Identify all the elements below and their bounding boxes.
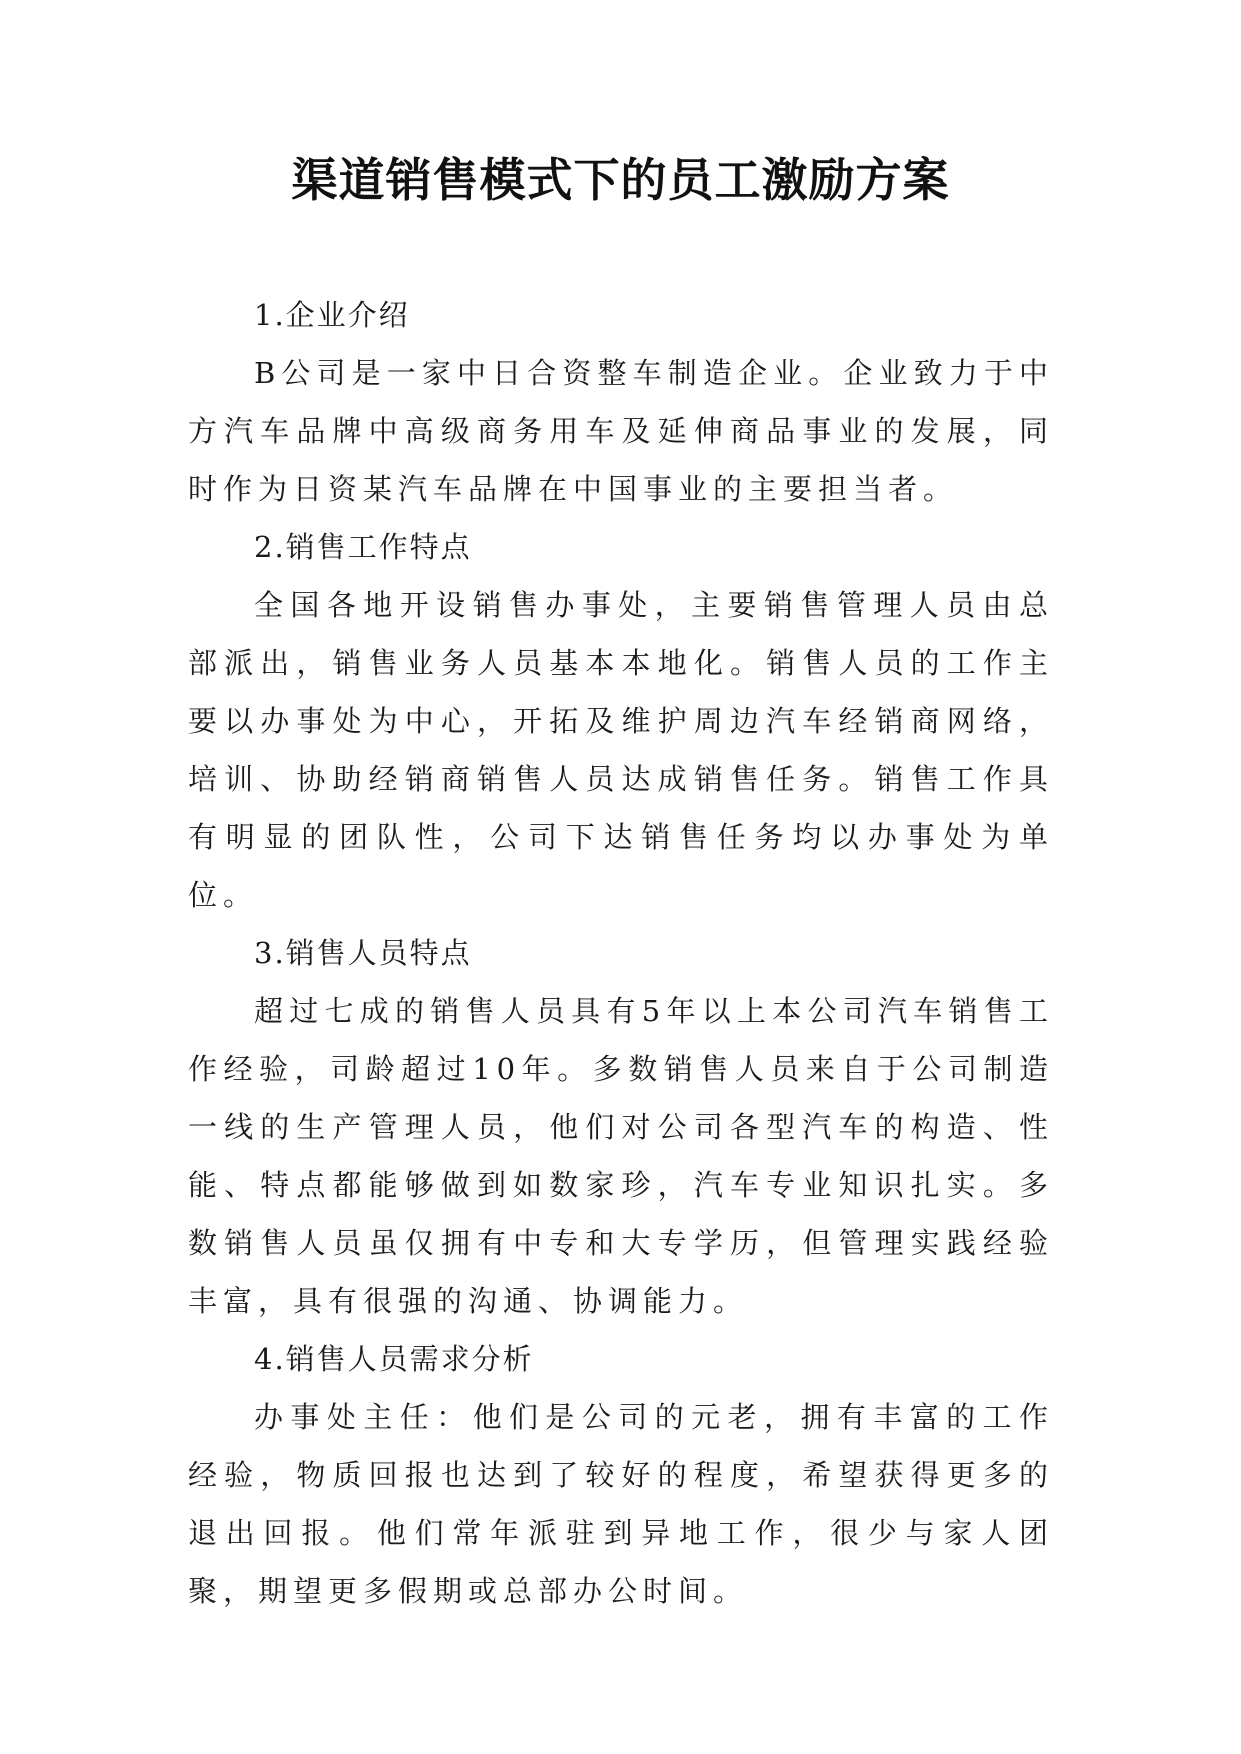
section-heading: 1.企业介绍 (254, 298, 410, 332)
section-paragraph: B公司是一家中日合资整车制造企业。企业致力于中方汽车品牌中高级商务用车及延伸商品事业的发展，同时作为日资某汽车品牌在中国事业的主要担当者。 (188, 356, 1054, 506)
section-paragraph: 全国各地开设销售办事处，主要销售管理人员由总部派出，销售业务人员基本本地化。销售人员的工作主要以办事处为中心，开拓及维护周边汽车经销商网络，培训、协助经销商销售人员达成销售任务。销售工作具有明显的团队性，公司下达销售任务均以办事处为单位。 (188, 588, 1054, 912)
section-heading: 2.销售工作特点 (254, 530, 472, 564)
document-body (188, 286, 1054, 1620)
section-paragraph: 办事处主任：他们是公司的元老，拥有丰富的工作经验，物质回报也达到了较好的程度，希望获得更多的退出回报。他们常年派驻到异地工作，很少与家人团聚，期望更多假期或总部办公时间。 (188, 1400, 1054, 1608)
section-heading: 3.销售人员特点 (254, 936, 472, 970)
section-heading: 4.销售人员需求分析 (254, 1342, 534, 1376)
section-paragraph: 超过七成的销售人员具有5年以上本公司汽车销售工作经验，司龄超过10年。多数销售人员来自于公司制造一线的生产管理人员，他们对公司各型汽车的构造、性能、特点都能够做到如数家珍，汽车专业知识扎实。多数销售人员虽仅拥有中专和大专学历，但管理实践经验丰富，具有很强的沟通、协调能力。 (188, 994, 1054, 1318)
document-title: 渠道销售模式下的员工激励方案 (291, 153, 950, 207)
